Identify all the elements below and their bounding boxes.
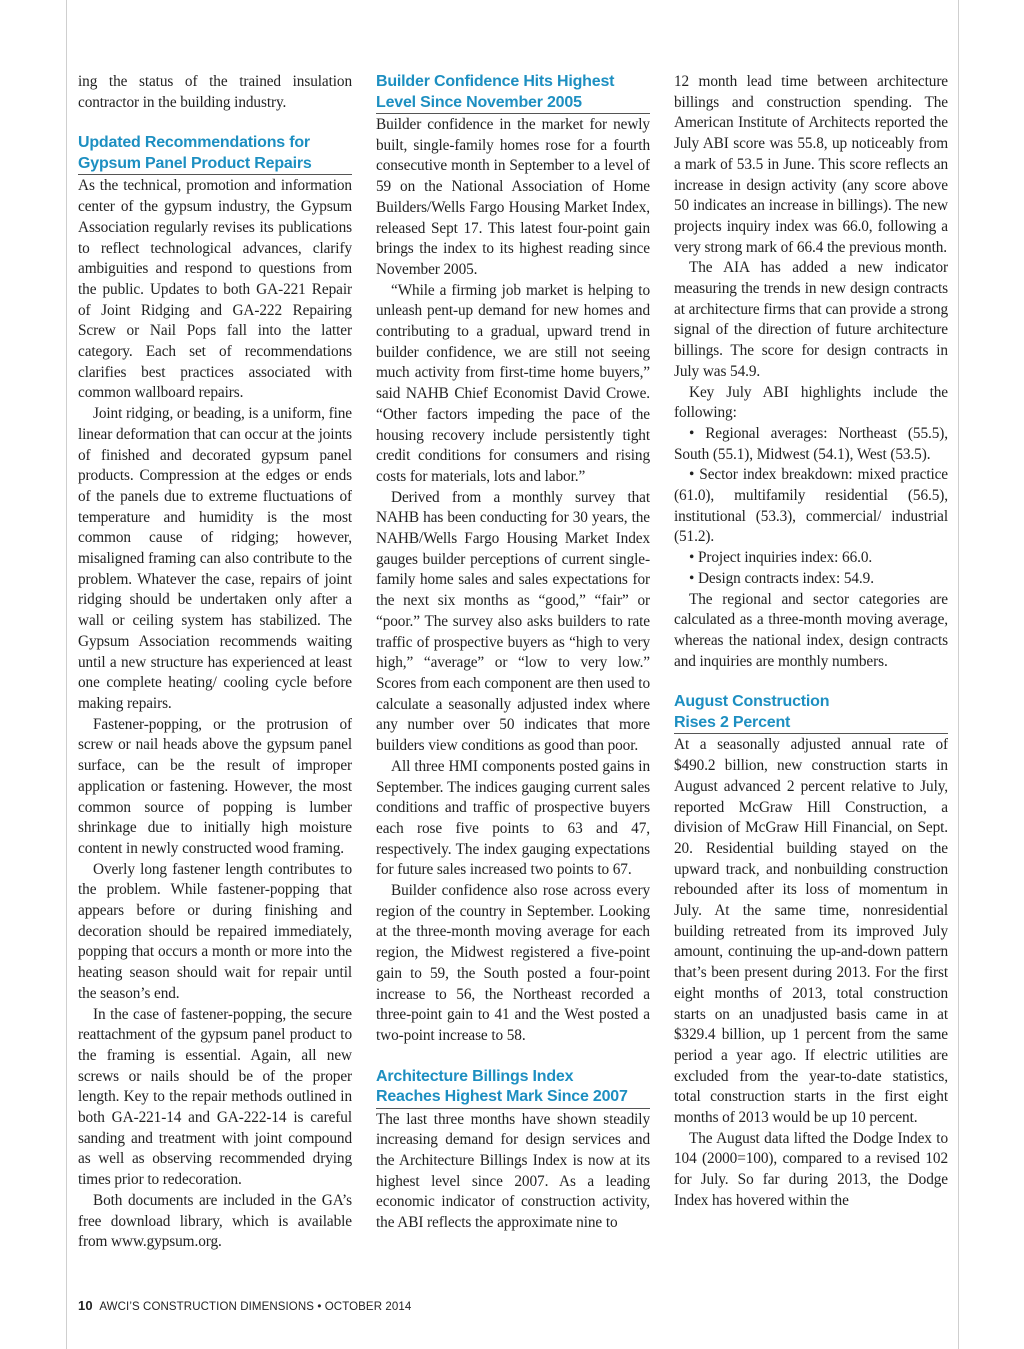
paragraph: The last three months have shown steadily increasing demand for design services and the Architecture Billings Index is now at its highest level since 2007. As a leading economic indicator of construction activity, the ABI reflects the approximate nine to xyxy=(376,1110,650,1232)
architecture-billings-heading: Architecture Billings Index Reaches Highest Mark Since 2007 xyxy=(376,1067,650,1109)
paragraph: Derived from a monthly survey that NAHB has been conducting for 30 years, the NAHB/Wells Fargo Housing Market Index gauges builder perceptions of current single-family home sales and sales expectations for the next six months as “good,” “fair” or “poor.” The survey also asks builders to rate traffic of prospective buyers as “high to very high,” “average” or “low to very low.” Scores from each component are then used to calculate a seasonally adjusted index where any number over 50 indicates that more builders view conditions as good than poor. xyxy=(376,488,650,755)
column-3 xyxy=(674,72,948,1272)
col1-intro: ing the status of the trained insulation contractor in the building industry. xyxy=(78,73,352,111)
list-item: • Project inquiries index: 66.0. xyxy=(689,549,873,567)
page-number: 10 xyxy=(78,1298,93,1313)
paragraph: The AIA has added a new indicator measuring the trends in new design contracts at architecture firms that can provide a strong signal of the direction of future architecture billings. The score for design contracts in July was 54.9. xyxy=(674,259,948,380)
paragraph: Builder confidence also rose across every region of the country in September. Looking at the three-month moving average for each region, the Midwest registered a five-point gain to 59, the South posted a four-point increase to 56, the Northeast recorded a three-point gain to 41 and the West posted a two-point increase to 58. xyxy=(376,882,650,1044)
paragraph: In the case of fastener-popping, the secure reattachment of the gypsum panel product to the framing is essential. Again, all new screws or nails should be of the proper length. Key to the repair methods outlined in both GA-221-14 and GA-222-14 is careful sanding and treatment with joint compound as well as observing recommended drying times prior to redecoration. xyxy=(78,1005,352,1189)
paragraph: Key July ABI highlights include the following: xyxy=(674,383,948,422)
paragraph: The regional and sector categories are calculated as a three-month moving average, whereas the national index, design contracts and inquiries are monthly numbers. xyxy=(674,590,948,670)
paragraph: At a seasonally adjusted annual rate of $490.2 billion, new construction starts in August advanced 2 percent relative to July, reported McGraw Hill Construction, a division of McGraw Hill Financial, on Sept. 20. Residential building stayed on the upward track, and nonbuilding construction rebounded after its loss of momentum in July. At the same time, nonresidential building retreated from its improved July amount, continuing the up-and-down pattern that’s been present during 2013. For the first eight months of 2013, total construction starts on an unadjusted basis came in at $329.4 billion, up 1 percent from the same period a year ago. If electric utilities are excluded from the year-to-date statistics, total construction starts in the first eight months of 2013 would be up 10 percent. xyxy=(674,736,948,1127)
paragraph: As the technical, promotion and information center of the gypsum industry, the Gypsum Association regularly revises its publications to reflect technological advances, clarify ambiguities and respond to questions from the public. Updates to both GA-221 Repair of Joint Ridging and GA-222 Repairing Screw or Nail Pops fall into the latter category. Each set of recommendations clarifies best practices associated with common wallboard repairs. xyxy=(78,177,352,402)
list-item: • Sector index breakdown: mixed practice (61.0), multifamily residential (56.5), institutional (53.3), commercial/ industrial (51.2). xyxy=(674,466,948,546)
right-margin-rule xyxy=(958,0,959,1349)
paragraph: Both documents are included in the GA’s free download library, which is available from www.gypsum.org. xyxy=(78,1191,352,1251)
gypsum-repairs-heading: Updated Recommendations for Gypsum Panel Product Repairs xyxy=(78,133,352,175)
list-item: • Regional averages: Northeast (55.5), South (55.1), Midwest (54.1), West (53.5). xyxy=(674,424,948,463)
paragraph: 12 month lead time between architecture billings and construction spending. The American Institute of Architects reported the July ABI score was 55.8, up noticeably from a mark of 53.5 in June. This score reflects an increase in design activity (any score above 50 indicates an increase in billings). The new projects inquiry index was 66.0, following a very strong mark of 66.4 the previous month. xyxy=(674,73,948,256)
column-2 xyxy=(376,72,650,1272)
paragraph: Overly long fastener length contributes to the problem. While fastener-popping that appears before or during finishing and decoration should be repaired immediately, popping that occurs a month or more into the heating season should wait for repair until the season’s end. xyxy=(78,860,352,1002)
paragraph: Builder confidence in the market for newly built, single-family homes rose for a fourth consecutive month in September to a level of 59 on the National Association of Home Builders/Wells Fargo Housing Market Index, released Sept 17. This latest four-point gain brings the index to its highest reading since November 2005. xyxy=(376,116,650,278)
paragraph: The August data lifted the Dodge Index to 104 (2000=100), compared to a revised 102 for July. So far during 2013, the Dodge Index has hovered within the xyxy=(674,1129,948,1209)
builder-confidence-heading: Builder Confidence Hits Highest Level Since November 2005 xyxy=(376,72,650,114)
paragraph: All three HMI components posted gains in September. The indices gauging current sales conditions and traffic of prospective buyers each rose five points to 63 and 47, respectively. The index gauging expectations for future sales increased two points to 67. xyxy=(376,757,650,879)
paragraph: “While a firming job market is helping to unleash pent-up demand for new homes and contributing to a gradual, upward trend in builder confidence, we are still not seeing much activity from first-time home buyers,” said NAHB Chief Economist David Crowe. “Other factors impeding the pace of the housing recovery include persistently tight credit conditions for consumers and rising costs for materials, lots and labor.” xyxy=(376,281,650,485)
page-footer xyxy=(78,1298,411,1313)
left-margin-rule xyxy=(66,0,67,1349)
publication-line: AWCI’S CONSTRUCTION DIMENSIONS • OCTOBER 2014 xyxy=(99,1301,412,1313)
august-construction-heading: August Construction Rises 2 Percent xyxy=(674,692,948,734)
list-item: • Design contracts index: 54.9. xyxy=(689,569,874,587)
paragraph: Fastener-popping, or the protrusion of screw or nail heads above the gypsum panel surface, can be the result of improper application or fastening. However, the most common source of popping is lumber shrinkage due to initially high moisture content in newly constructed wood framing. xyxy=(78,715,352,857)
paragraph: Joint ridging, or beading, is a uniform, fine linear deformation that can occur at the joints of finished and decorated gypsum panel products. Compression at the edges or ends of the panels due to extreme fluctuations of temperature and humidity is the most common cause of ridging; however, misaligned framing can also contribute to the problem. Whatever the case, repairs of joint ridging should be undertaken only after a wall or ceiling system has stabilized. The Gypsum Association recommends waiting until a new structure has experienced at least one complete heating/ cooling cycle before making repairs. xyxy=(78,405,352,712)
column-1 xyxy=(78,72,352,1272)
